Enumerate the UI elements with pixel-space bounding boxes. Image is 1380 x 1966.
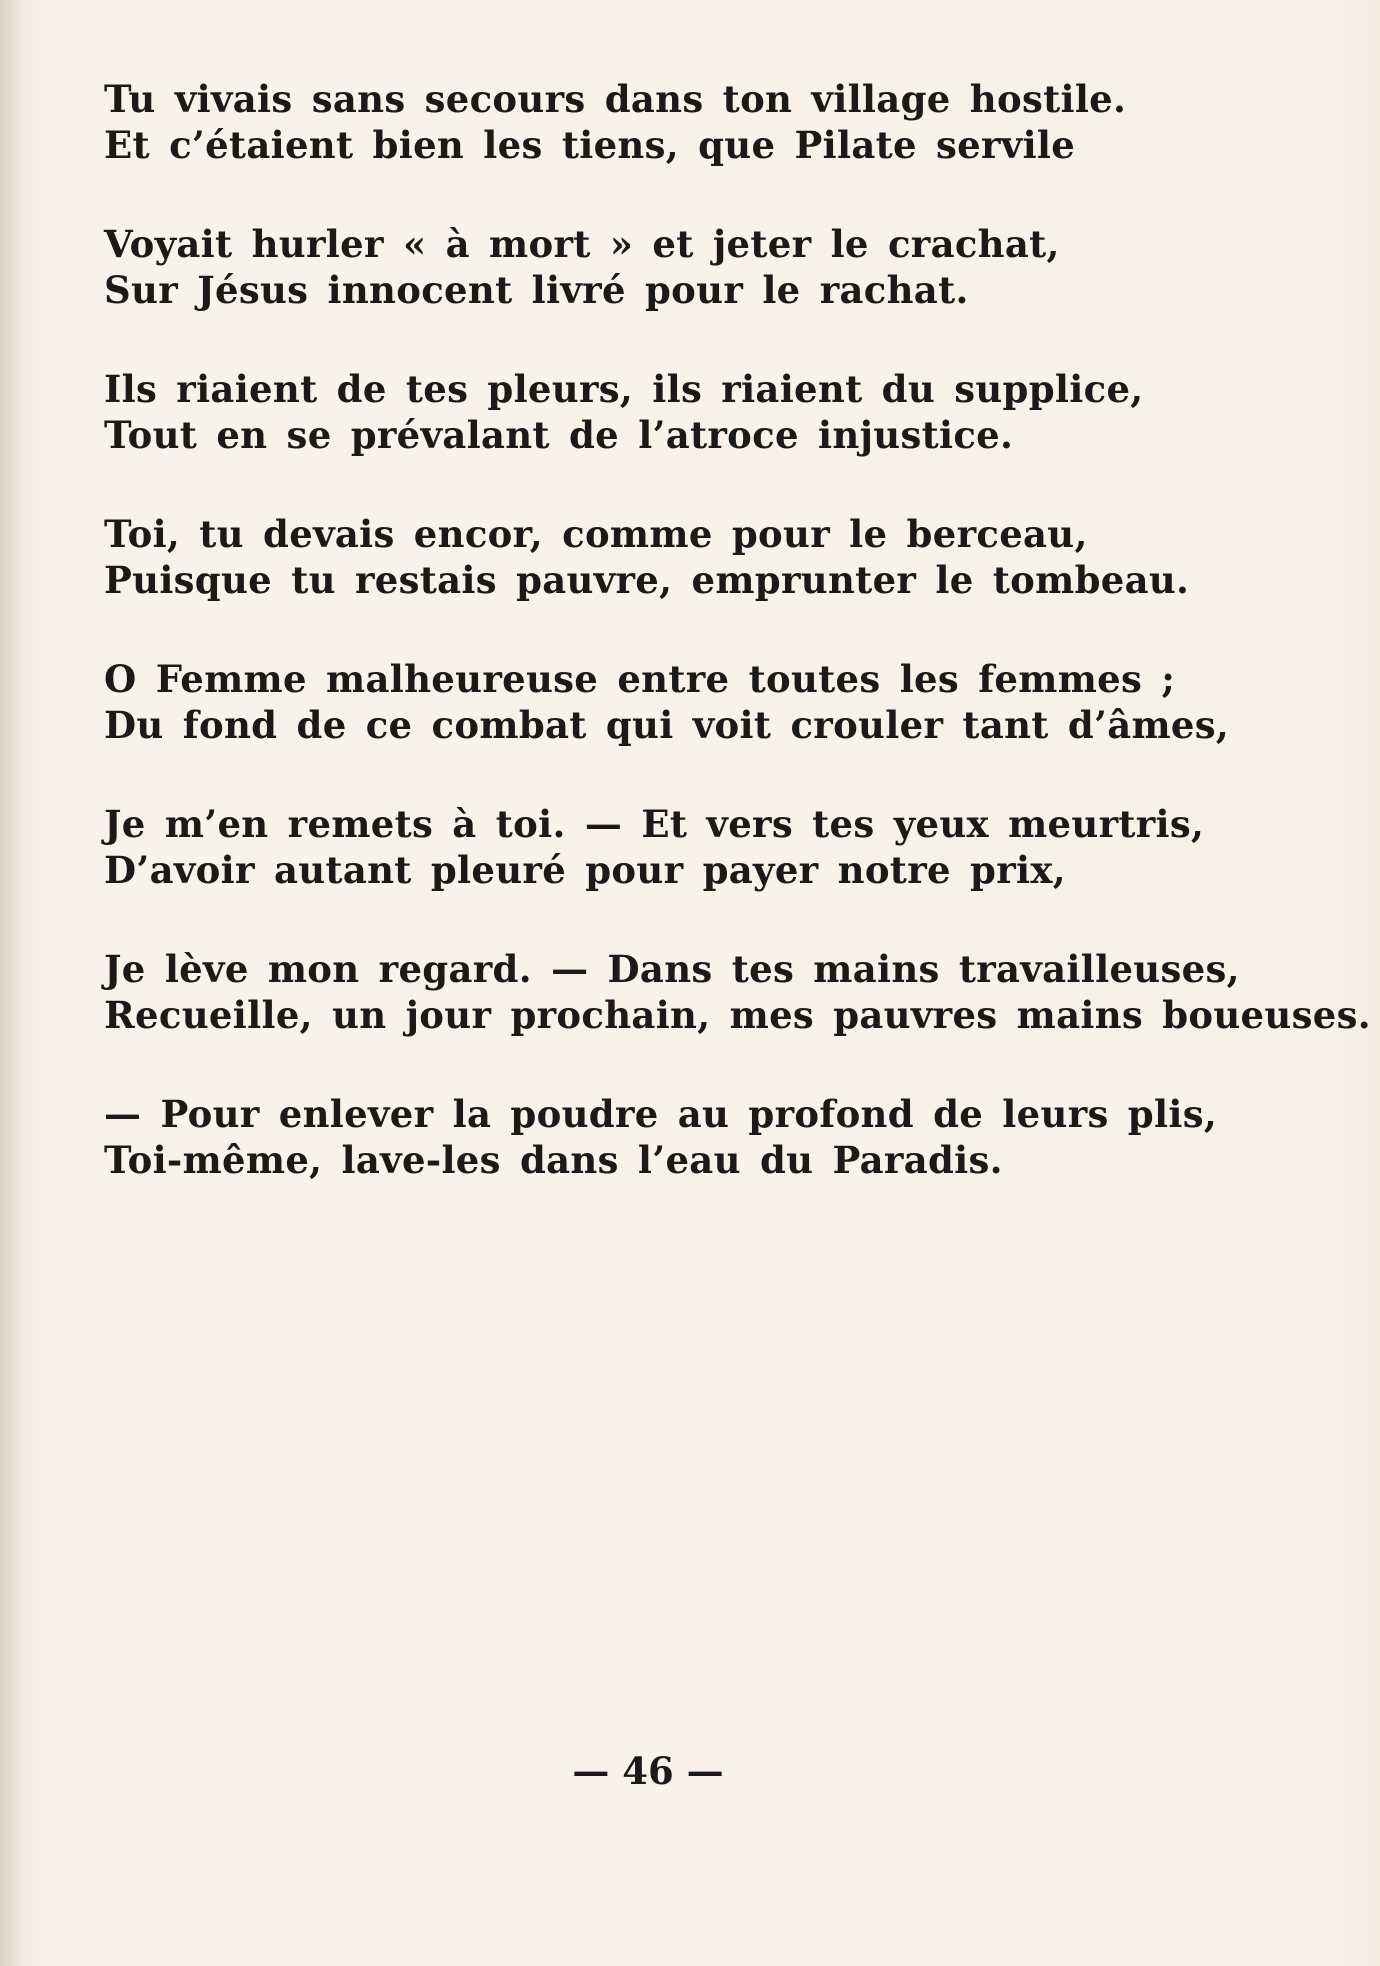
verse-line: O Femme malheureuse entre toutes les femmes ; [104, 657, 1176, 701]
verse-line: Puisque tu restais pauvre, emprunter le tombeau. [104, 558, 1190, 602]
verse-line: Je lève mon regard. — Dans tes mains travailleuses, [104, 947, 1240, 991]
verse-line: Et c’étaient bien les tiens, que Pilate servile [104, 123, 1076, 167]
stanza-3 [104, 366, 1344, 511]
verse-line: Tu vivais sans secours dans ton village hostile. [104, 77, 1127, 121]
verse-line: — Pour enlever la poudre au profond de leurs plis, [104, 1092, 1218, 1136]
stanza-4 [104, 511, 1344, 656]
verse-line: D’avoir autant pleuré pour payer notre prix, [104, 848, 1066, 892]
verse-line: Du fond de ce combat qui voit crouler tant d’âmes, [104, 703, 1230, 747]
verse-line: Voyait hurler « à mort » et jeter le crachat, [104, 222, 1060, 266]
verse-line: Je m’en remets à toi. — Et vers tes yeux meurtris, [104, 802, 1205, 846]
stanza-8 [104, 1091, 1344, 1236]
page-number: — 46 — [572, 1749, 724, 1793]
page-edge-shadow [0, 0, 22, 1966]
verse-line: Toi-même, lave-les dans l’eau du Paradis. [104, 1138, 1003, 1182]
stanza-6 [104, 801, 1344, 946]
verse-line: Sur Jésus innocent livré pour le rachat. [104, 268, 969, 312]
verse-line: Recueille, un jour prochain, mes pauvres mains boueuses. [104, 993, 1371, 1037]
verse-line: Ils riaient de tes pleurs, ils riaient du supplice, [104, 367, 1144, 411]
stanza-5 [104, 656, 1344, 801]
verse-line: Toi, tu devais encor, comme pour le berceau, [104, 512, 1088, 556]
stanza-1 [104, 76, 1344, 221]
poem-body [104, 76, 1371, 1236]
stanza-7 [104, 946, 1371, 1091]
stanza-2 [104, 221, 1344, 366]
verse-line: Tout en se prévalant de l’atroce injustice. [104, 413, 1014, 457]
